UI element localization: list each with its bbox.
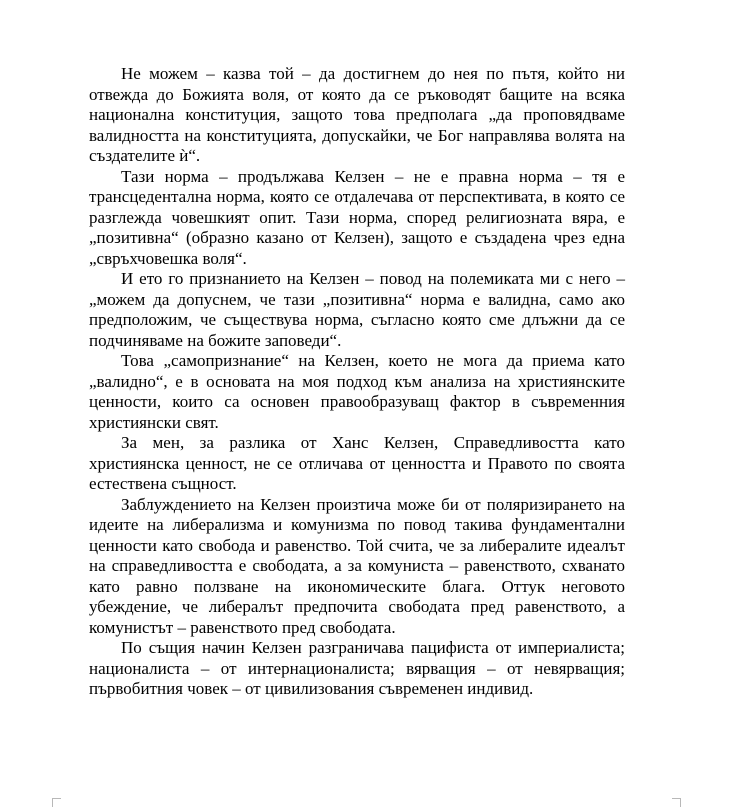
crop-mark-bottom-left — [52, 798, 61, 807]
paragraph: Не можем – казва той – да достигнем до нея по пътя, който ни отвежда до Божията воля, от която да се ръководят бащите на всяка национална конституция, защото това предполага „да проповядваме валидността на конституцията, допускайки, че Бог направлява волята на създателите ѝ“. — [89, 64, 625, 165]
crop-mark-bottom-right — [672, 798, 681, 807]
paragraph: Това „самопризнание“ на Келзен, което не мога да приема като „валидно“, е в основата на моя подход към анализа на християнските ценности, които са основен правообразуващ фактор в съвременния християнски свят. — [89, 351, 625, 432]
paragraph: По същия начин Келзен разграничава пацифиста от империалиста; националиста – от интернационалиста; вярващия – от невярващия; първобитния човек – от цивилизования съвременен индивид. — [89, 638, 625, 698]
paragraph: Заблуждението на Келзен произтича може би от поляризирането на идеите на либерализма и комунизма по повод такива фундаментални ценности като свобода и равенство. Той счита, че за либералите идеалът на справедливостта е свободата, а за комуниста – равенството, схванато като равно ползване на икономическите блага. Оттук неговото убеждение, че либералът предпочита свободата пред равенството, а комунистът – равенството пред свободата. — [89, 494, 625, 637]
paragraph: Тази норма – продължава Келзен – не е правна норма – тя е трансцедентална норма, която се отдалечава от перспективата, в която се разглежда човешкият опит. Тази норма, според религиозната вяра, е „позитивна“ (образно казано от Келзен), защото е създадена чрез една „свръхчовешка воля“. — [89, 166, 625, 268]
paragraph: За мен, за разлика от Ханс Келзен, Справедливостта като християнска ценност, не се отличава от ценността и Правото по своята естествена същност. — [89, 433, 625, 493]
paragraph: И ето го признанието на Келзен – повод на полемиката ми с него – „можем да допуснем, че тази „позитивна“ норма е валидна, само ако предположим, че съществува норма, съгласно която сме длъжни да се подчиняваме на божите заповеди“. — [89, 269, 625, 350]
document-body — [89, 64, 625, 700]
